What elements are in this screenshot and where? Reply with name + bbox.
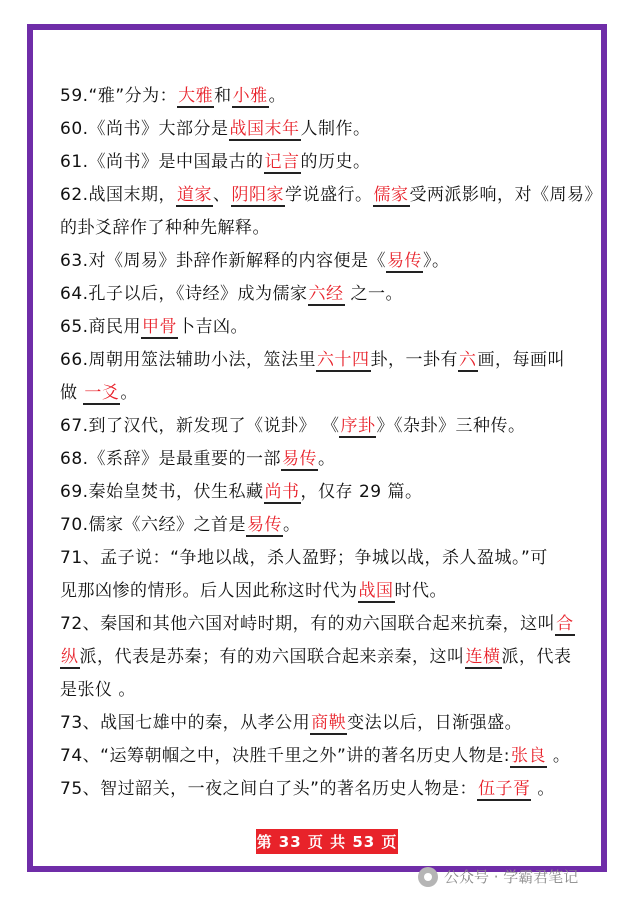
note-line: [60, 377, 590, 410]
highlighted-answer: 战国: [358, 581, 394, 601]
note-line: [60, 641, 590, 674]
note-text: 学说盛行。: [285, 185, 373, 205]
note-text: 74、“运筹朝帼之中，决胜千里之外”讲的著名历史人物是:: [60, 746, 510, 766]
note-text: 派，代表: [501, 647, 572, 667]
note-text: 。: [531, 779, 555, 799]
note-text: 62.战国末期，: [60, 185, 177, 205]
note-text: 64.孔子以后，《诗经》成为儒家: [60, 284, 308, 304]
highlighted-answer: 阴阳家: [231, 185, 285, 205]
highlighted-answer: 伍子胥: [477, 779, 531, 799]
notes-list: [60, 80, 603, 806]
note-text: 59.“雅”分为：: [60, 86, 178, 106]
note-line: [60, 245, 590, 278]
highlighted-answer: 六十四: [317, 350, 370, 370]
note-text: 75、智过韶关，一夜之间白了头”的著名历史人物是：: [60, 779, 477, 799]
note-text: 派，代表是苏秦；有的劝六国联合起来亲秦，这叫: [79, 647, 465, 667]
page-indicator: [256, 829, 398, 854]
note-text: 的历史。: [300, 152, 371, 172]
note-text: 60.《尚书》大部分是: [60, 119, 229, 139]
note-text: 的卦爻辞作了种种先解释。: [60, 218, 270, 238]
highlighted-answer: 甲骨: [142, 317, 178, 337]
note-line: [60, 146, 590, 179]
note-line: [60, 410, 590, 443]
highlighted-answer: 小雅: [232, 86, 268, 106]
note-text: 》《杂卦》三种传。: [376, 416, 526, 436]
highlighted-answer: 商鞅: [311, 713, 347, 733]
note-text: 68.《系辞》是最重要的一部: [60, 449, 282, 469]
note-text: 。: [268, 86, 287, 106]
highlighted-answer: 一爻: [84, 383, 120, 403]
note-line: [60, 509, 590, 542]
note-text: 67.到了汉代，新发现了《说卦》 《: [60, 416, 340, 436]
page-indicator-label: 第 33 页 共 53 页: [256, 833, 398, 851]
watermark: [418, 866, 578, 887]
note-line: [60, 179, 603, 212]
note-line: [60, 212, 590, 245]
highlighted-answer: 道家: [177, 185, 213, 205]
note-text: 变法以后，日渐强盛。: [347, 713, 523, 733]
note-line: [60, 740, 590, 773]
note-text: 72、秦国和其他六国对峙时期，有的劝六国联合起来抗秦，这叫: [60, 614, 556, 634]
note-line: [60, 476, 590, 509]
highlighted-answer: 记言: [264, 152, 300, 172]
note-text: 71、孟子说：“争地以战，杀人盈野；争城以战，杀人盈城。”可: [60, 548, 548, 568]
highlighted-answer: 易传: [387, 251, 423, 271]
watermark-text: 公众号 · 学霸君笔记: [444, 868, 579, 886]
highlighted-answer: 连横: [465, 647, 501, 667]
note-text: 73、战国七雄中的秦，从孝公用: [60, 713, 311, 733]
note-line: [60, 311, 590, 344]
highlighted-answer: 序卦: [340, 416, 376, 436]
note-text: 。: [318, 449, 336, 469]
wechat-icon: [418, 867, 438, 887]
note-text: 见那凶惨的情形。后人因此称这时代为: [60, 581, 358, 601]
highlighted-answer: 张良: [510, 746, 546, 766]
note-text: 70.儒家《六经》之首是: [60, 515, 247, 535]
note-text: 时代。: [394, 581, 447, 601]
highlighted-answer: 六经: [308, 284, 344, 304]
note-text: 人制作。: [300, 119, 371, 139]
highlighted-answer: 易传: [247, 515, 283, 535]
note-text: 66.周朝用筮法辅助小法，筮法里: [60, 350, 317, 370]
highlighted-answer: 战国末年: [229, 119, 300, 139]
note-line: [60, 575, 590, 608]
note-text: 画，每画叫: [477, 350, 566, 370]
note-text: 。: [120, 383, 138, 403]
note-text: 卜吉凶。: [178, 317, 249, 337]
note-line: [60, 608, 590, 641]
note-line: [60, 80, 590, 113]
note-text: 受两派影响，对《周易》: [409, 185, 603, 205]
highlighted-answer: 易传: [282, 449, 318, 469]
note-line: [60, 113, 590, 146]
note-text: 。: [546, 746, 571, 766]
note-text: 。: [283, 515, 301, 535]
note-text: ，仅存 29 篇。: [300, 482, 423, 502]
note-line: [60, 443, 590, 476]
note-text: 卦，一卦有: [370, 350, 459, 370]
note-text: 》。: [423, 251, 450, 271]
note-line: [60, 674, 590, 707]
note-text: 、: [213, 185, 231, 205]
note-line: [60, 773, 590, 806]
note-line: [60, 344, 590, 377]
note-text: 69.秦始皇焚书，伏生私藏: [60, 482, 264, 502]
note-line: [60, 707, 590, 740]
highlighted-answer: 六: [459, 350, 477, 370]
note-text: 做: [60, 383, 84, 403]
note-text: 是张仪 。: [60, 680, 136, 700]
note-text: 之一。: [344, 284, 403, 304]
note-text: 63.对《周易》卦辞作新解释的内容便是《: [60, 251, 387, 271]
highlighted-answer: 大雅: [178, 86, 214, 106]
highlighted-answer: 儒家: [373, 185, 409, 205]
note-line: [60, 278, 590, 311]
highlighted-answer: 纵: [61, 647, 79, 667]
highlighted-answer: 尚书: [264, 482, 300, 502]
note-line: [60, 542, 590, 575]
note-text: 65.商民用: [60, 317, 142, 337]
note-text: 61.《尚书》是中国最古的: [60, 152, 264, 172]
note-text: 和: [214, 86, 232, 106]
highlighted-answer: 合: [556, 614, 574, 634]
